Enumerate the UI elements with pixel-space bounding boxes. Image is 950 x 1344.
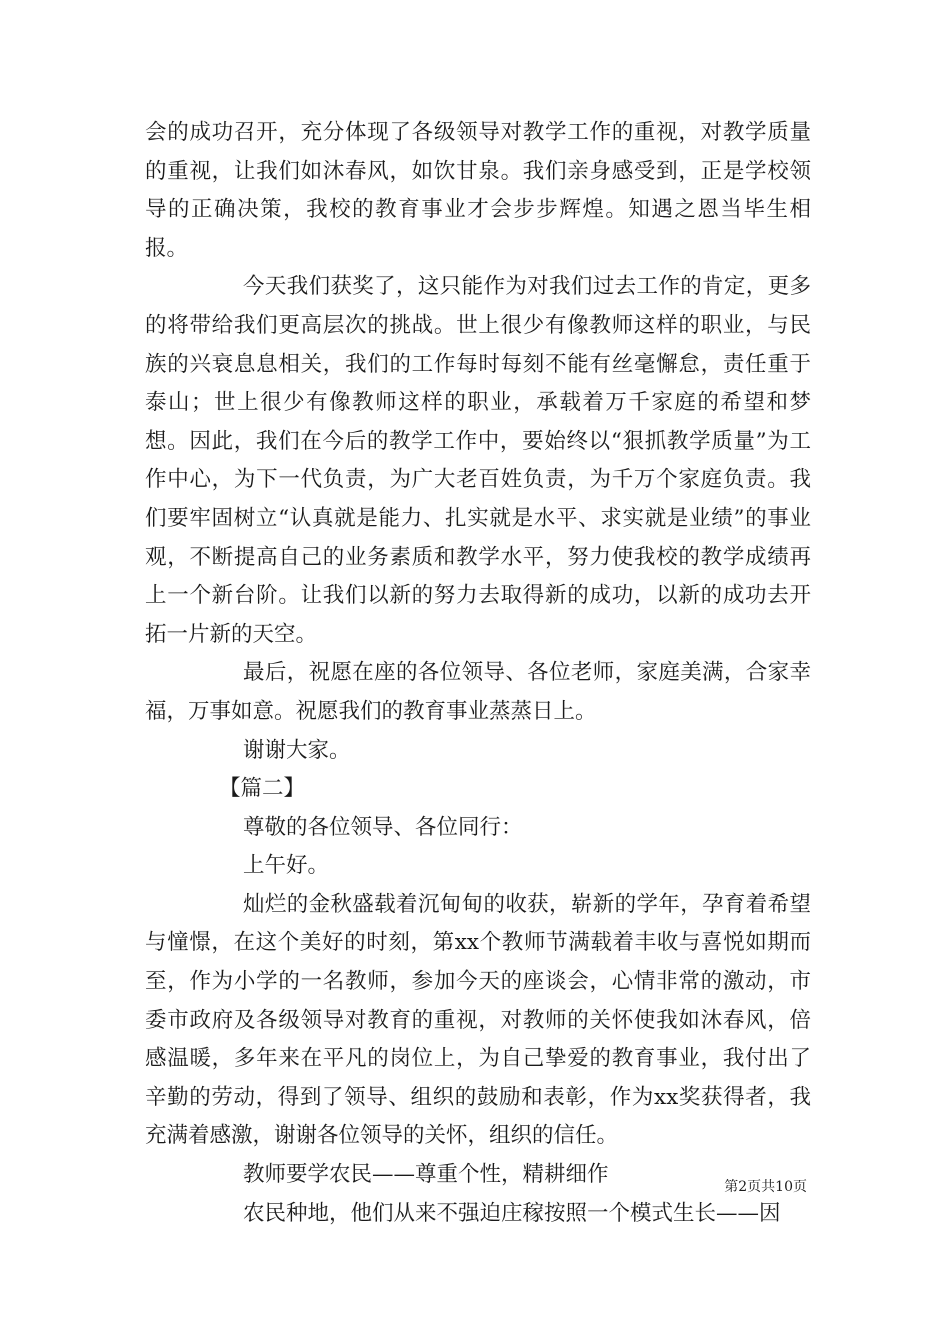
section-heading: 【篇二】 bbox=[219, 776, 306, 802]
paragraph-award: 今天我们获奖了，这只能作为对我们过去工作的肯定，更多的将带给我们更高层次的挑战。世上很少有像教师这样的职业，与民族的兴衰息息相关，我们的工作每时每刻不能有丝毫懈怠，责任重于泰山；世上很少有像教师这样的职业，承载着万千家庭的希望和梦想。因此，我们在今后的教学工作中，要始终以“狠抓教学质量”为工作中心，为下一代负责，为广大老百姓负责，为千万个家庭负责。我们要牢固树立“认真就是能力、扎实就是水平、求实就是业绩”的事业观，不断提高自己的业务素质和教学水平，努力使我校的教学成绩再上一个新台阶。让我们以新的努力去取得新的成功，以新的成功去开拓一片新的天空。 bbox=[145, 274, 811, 647]
paragraph-continuation: 会的成功召开，充分体现了各级领导对教学工作的重视，对教学质量的重视，让我们如沐春风，如饮甘泉。我们亲身感受到，正是学校领导的正确决策，我校的教育事业才会步步辉煌。知遇之恩当毕生相报。 bbox=[145, 120, 811, 261]
paragraph-autumn: 灿烂的金秋盛载着沉甸甸的收获，崭新的学年，孕育着希望与憧憬，在这个美好的时刻，第xx个教师节满载着丰收与喜悦如期而至，作为小学的一名教师，参加今天的座谈会，心情非常的激动，市委市政府及各级领导对教育的重视，对教师的关怀使我如沐春风，倍感温暖，多年来在平凡的岗位上，为自己挚爱的教育事业，我付出了辛勤的劳动，得到了领导、组织的鼓励和表彰，作为xx奖获得者，我充满着感激，谢谢各位领导的关怀，组织的信任。 bbox=[145, 891, 811, 1149]
page-number: 第2页共10页 bbox=[724, 1179, 807, 1195]
paragraph-salutation: 尊敬的各位领导、各位同行： bbox=[243, 814, 523, 840]
paragraph-greeting: 上午好。 bbox=[243, 853, 330, 879]
paragraph-farmer: 农民种地，他们从来不强迫庄稼按照一个模式生长——因 bbox=[243, 1200, 781, 1226]
paragraph-subheading: 教师要学农民——尊重个性，精耕细作 bbox=[243, 1162, 609, 1188]
document-body bbox=[145, 114, 811, 1233]
paragraph-closing-wishes: 最后，祝愿在座的各位领导、各位老师，家庭美满，合家幸福，万事如意。祝愿我们的教育事业蒸蒸日上。 bbox=[145, 660, 811, 724]
paragraph-thanks: 谢谢大家。 bbox=[243, 737, 351, 763]
